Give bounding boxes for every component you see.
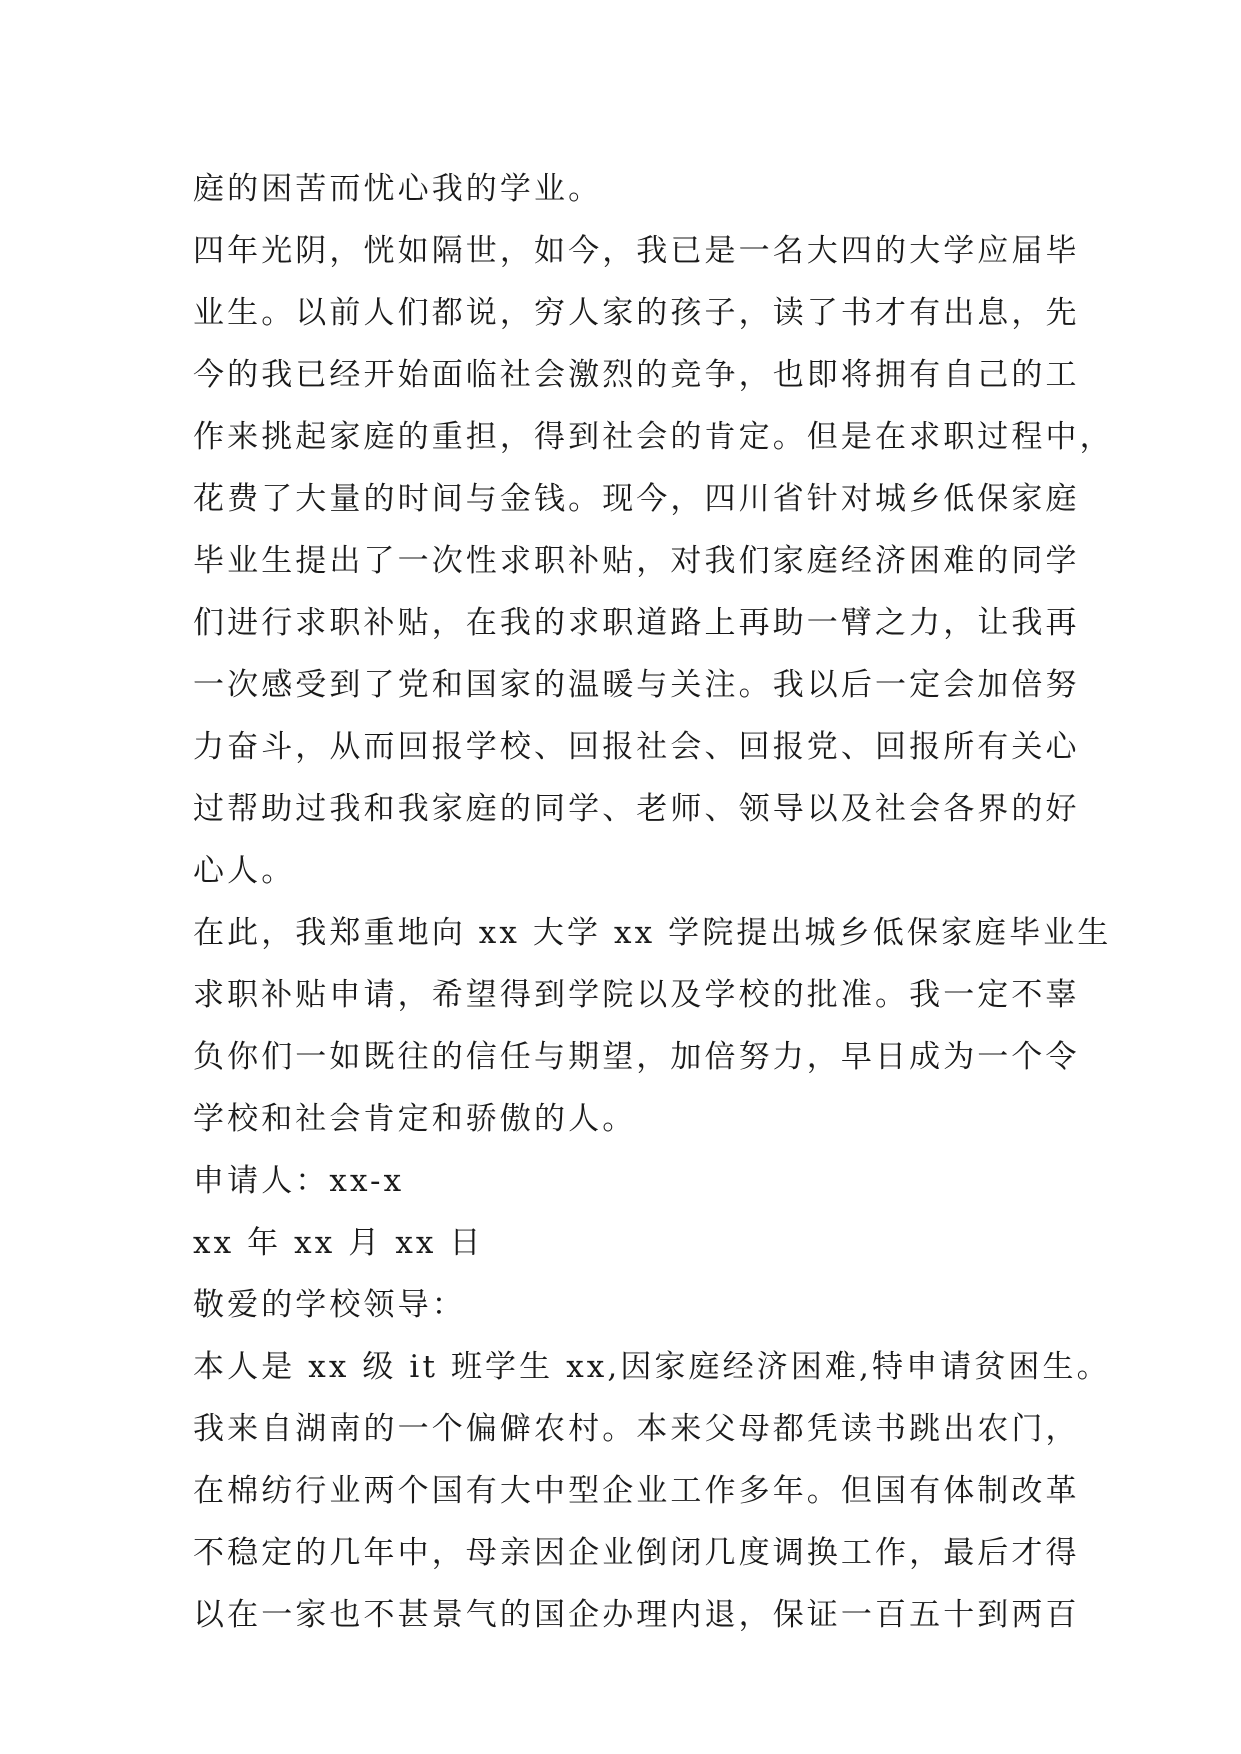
text-line: 过帮助过我和我家庭的同学、老师、领导以及社会各界的好	[193, 791, 1080, 827]
text-line: 四年光阴，恍如隔世，如今，我已是一名大四的大学应届毕	[193, 233, 1080, 269]
text-line: 业生。以前人们都说，穷人家的孩子，读了书才有出息，先	[193, 295, 1080, 331]
text-line: 求职补贴申请，希望得到学院以及学校的批准。我一定不辜	[193, 977, 1080, 1013]
text-line: 我来自湖南的一个偏僻农村。本来父母都凭读书跳出农门，	[193, 1411, 1080, 1447]
text-line: 一次感受到了党和国家的温暖与关注。我以后一定会加倍努	[193, 667, 1080, 703]
applicant-line: 申请人：xx-x	[193, 1163, 405, 1199]
text-line: 力奋斗，从而回报学校、回报社会、回报党、回报所有关心	[193, 729, 1080, 765]
text-line: 本人是 xx 级 it 班学生 xx,因家庭经济困难,特申请贫困生。	[193, 1349, 1111, 1385]
text-line: 毕业生提出了一次性求职补贴，对我们家庭经济困难的同学	[193, 543, 1080, 579]
text-line: 作来挑起家庭的重担，得到社会的肯定。但是在求职过程中，	[193, 419, 1114, 455]
date-line: xx 年 xx 月 xx 日	[193, 1225, 484, 1261]
text-line: 在棉纺行业两个国有大中型企业工作多年。但国有体制改革	[193, 1473, 1080, 1509]
salutation-line: 敬爱的学校领导：	[193, 1287, 466, 1323]
text-line: 学校和社会肯定和骄傲的人。	[193, 1101, 637, 1137]
text-line: 庭的困苦而忧心我的学业。	[193, 171, 603, 207]
text-line: 负你们一如既往的信任与期望，加倍努力，早日成为一个令	[193, 1039, 1080, 1075]
text-line: 花费了大量的时间与金钱。现今，四川省针对城乡低保家庭	[193, 481, 1080, 517]
document-body	[193, 158, 1114, 1646]
text-line: 以在一家也不甚景气的国企办理内退，保证一百五十到两百	[193, 1597, 1080, 1633]
text-line: 不稳定的几年中，母亲因企业倒闭几度调换工作，最后才得	[193, 1535, 1080, 1571]
text-line: 心人。	[193, 853, 296, 889]
text-line: 在此，我郑重地向 xx 大学 xx 学院提出城乡低保家庭毕业生	[193, 915, 1112, 951]
text-line: 今的我已经开始面临社会激烈的竞争，也即将拥有自己的工	[193, 357, 1080, 393]
text-line: 们进行求职补贴，在我的求职道路上再助一臂之力，让我再	[193, 605, 1080, 641]
